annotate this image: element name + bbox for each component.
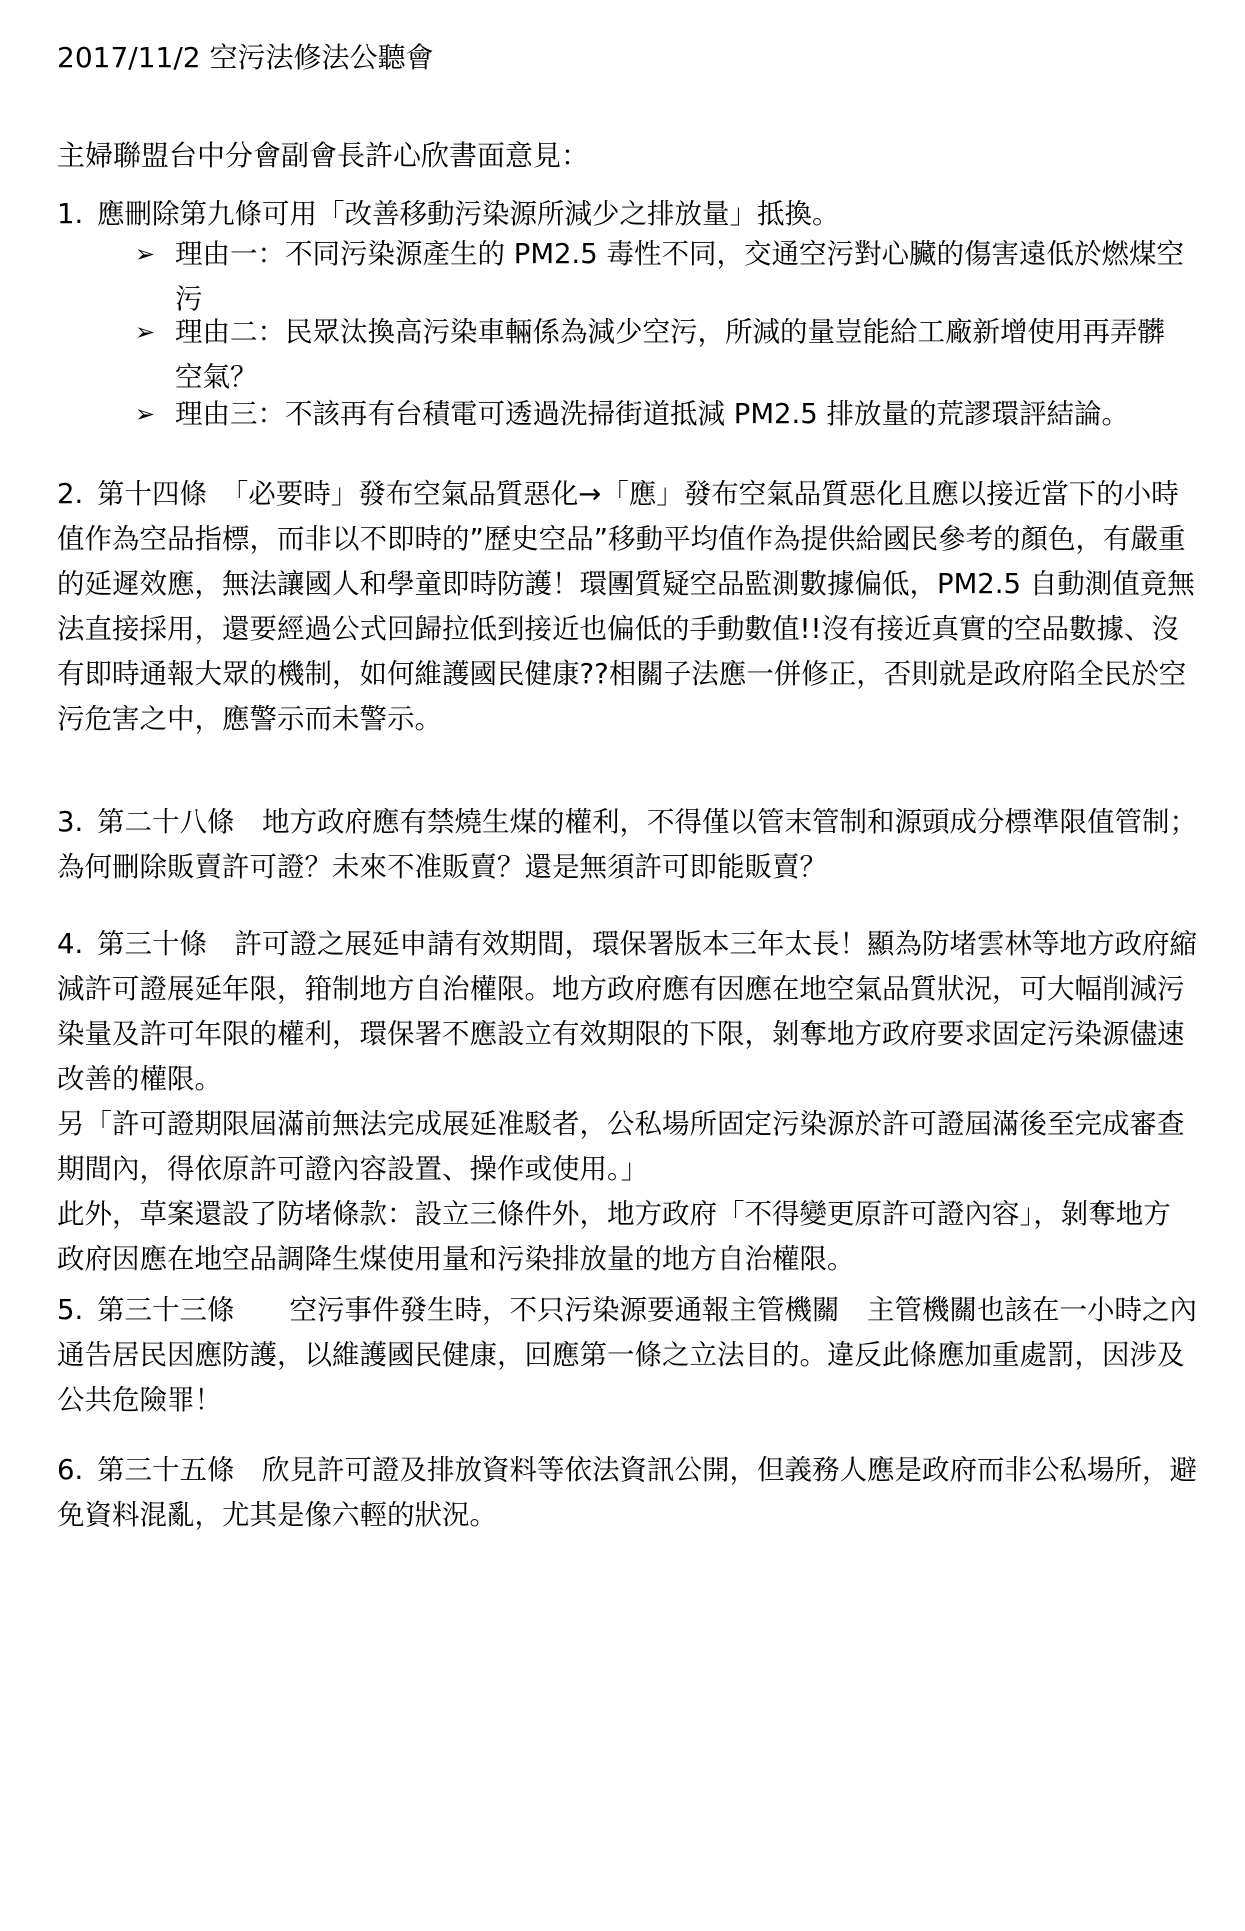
- item-6-text: 第三十五條 欣見許可證及排放資料等依法資訊公開，但義務人應是政府而非公私場所，避免資料混亂，尤其是像六輕的狀況。: [57, 1454, 1197, 1531]
- arrow-bullet-icon: ➢: [135, 240, 156, 268]
- item-5-text: 第三十三條 空污事件發生時，不只污染源要通報主管機關 主管機關也該在一小時之內通告居民因應防護，以維護國民健康，回應第一條之立法目的。違反此條應加重處罰，因涉及公共危險罪！: [57, 1294, 1197, 1416]
- item-4-extra-1: 另「許可證期限屆滿前無法完成展延准駁者，公私場所固定污染源於許可證屆滿後至完成審查期間內，得依原許可證內容設置、操作或使用。」: [57, 1108, 1185, 1185]
- item-1-reason-1: [135, 232, 1185, 322]
- item-1: [57, 192, 1197, 237]
- item-5-number: 5.: [57, 1294, 84, 1326]
- item-6: [57, 1448, 1197, 1538]
- item-1-number: 1.: [57, 198, 84, 230]
- item-1-reason-3: [135, 392, 1185, 437]
- item-5: [57, 1288, 1197, 1423]
- item-3: [57, 800, 1197, 890]
- item-4-extra-2: 此外，草案還設了防堵條款：設立三條件外，地方政府「不得變更原許可證內容」，剝奪地方政府因應在地空品調降生煤使用量和污染排放量的地方自治權限。: [57, 1198, 1171, 1275]
- arrow-bullet-icon: ➢: [135, 400, 156, 428]
- item-3-text: 第二十八條 地方政府應有禁燒生煤的權利，不得僅以管末管制和源頭成分標準限值管制；為何刪除販賣許可證？未來不准販賣？還是無須許可即能販賣？: [57, 806, 1197, 883]
- author-line: 主婦聯盟台中分會副會長許心欣書面意見：: [57, 139, 590, 172]
- item-2-number: 2.: [57, 478, 84, 510]
- item-1-text: 應刪除第九條可用「改善移動污染源所減少之排放量」抵換。: [97, 198, 840, 230]
- document-date-title: 2017/11/2 空污法修法公聽會: [57, 41, 434, 74]
- item-1-reason-3-text: 理由三：不該再有台積電可透過洗掃街道抵減 PM2.5 排放量的荒謬環評結論。: [175, 398, 1130, 430]
- item-4-number: 4.: [57, 928, 84, 960]
- arrow-bullet-icon: ➢: [135, 318, 156, 346]
- item-6-number: 6.: [57, 1454, 84, 1486]
- item-1-reason-2-text: 理由二：民眾汰換高污染車輛係為減少空污，所減的量豈能給工廠新增使用再弄髒空氣？: [175, 316, 1165, 393]
- item-2-text: 第十四條 「必要時」發布空氣品質惡化→「應」發布空氣品質惡化且應以接近當下的小時值作為空品指標，而非以不即時的”歷史空品”移動平均值作為提供給國民參考的顏色，有嚴重的延遲效應，無法讓國人和學童即時防護！環團質疑空品監測數據偏低，PM2.5 自動測值竟無法直接採用，還要經過公式回歸拉低到接近也偏低的手動數值!!沒有接近真實的空品數據、沒有即時通報大眾的機制，如何維護國民健康??相關子法應一併修正，否則就是政府陷全民於空污危害之中，應警示而未警示。: [57, 478, 1195, 735]
- item-1-reason-1-text: 理由一：不同污染源產生的 PM2.5 毒性不同，交通空污對心臟的傷害遠低於燃煤空污: [175, 238, 1185, 315]
- item-4-text: 第三十條 許可證之展延申請有效期間，環保署版本三年太長！顯為防堵雲林等地方政府縮減許可證展延年限，箝制地方自治權限。地方政府應有因應在地空氣品質狀況，可大幅削減污染量及許可年限的權利，環保署不應設立有效期限的下限，剝奪地方政府要求固定污染源儘速改善的權限。: [57, 928, 1197, 1095]
- item-1-reason-2: [135, 310, 1185, 400]
- item-4: [57, 922, 1197, 1282]
- item-3-number: 3.: [57, 806, 84, 838]
- item-2: [57, 472, 1197, 742]
